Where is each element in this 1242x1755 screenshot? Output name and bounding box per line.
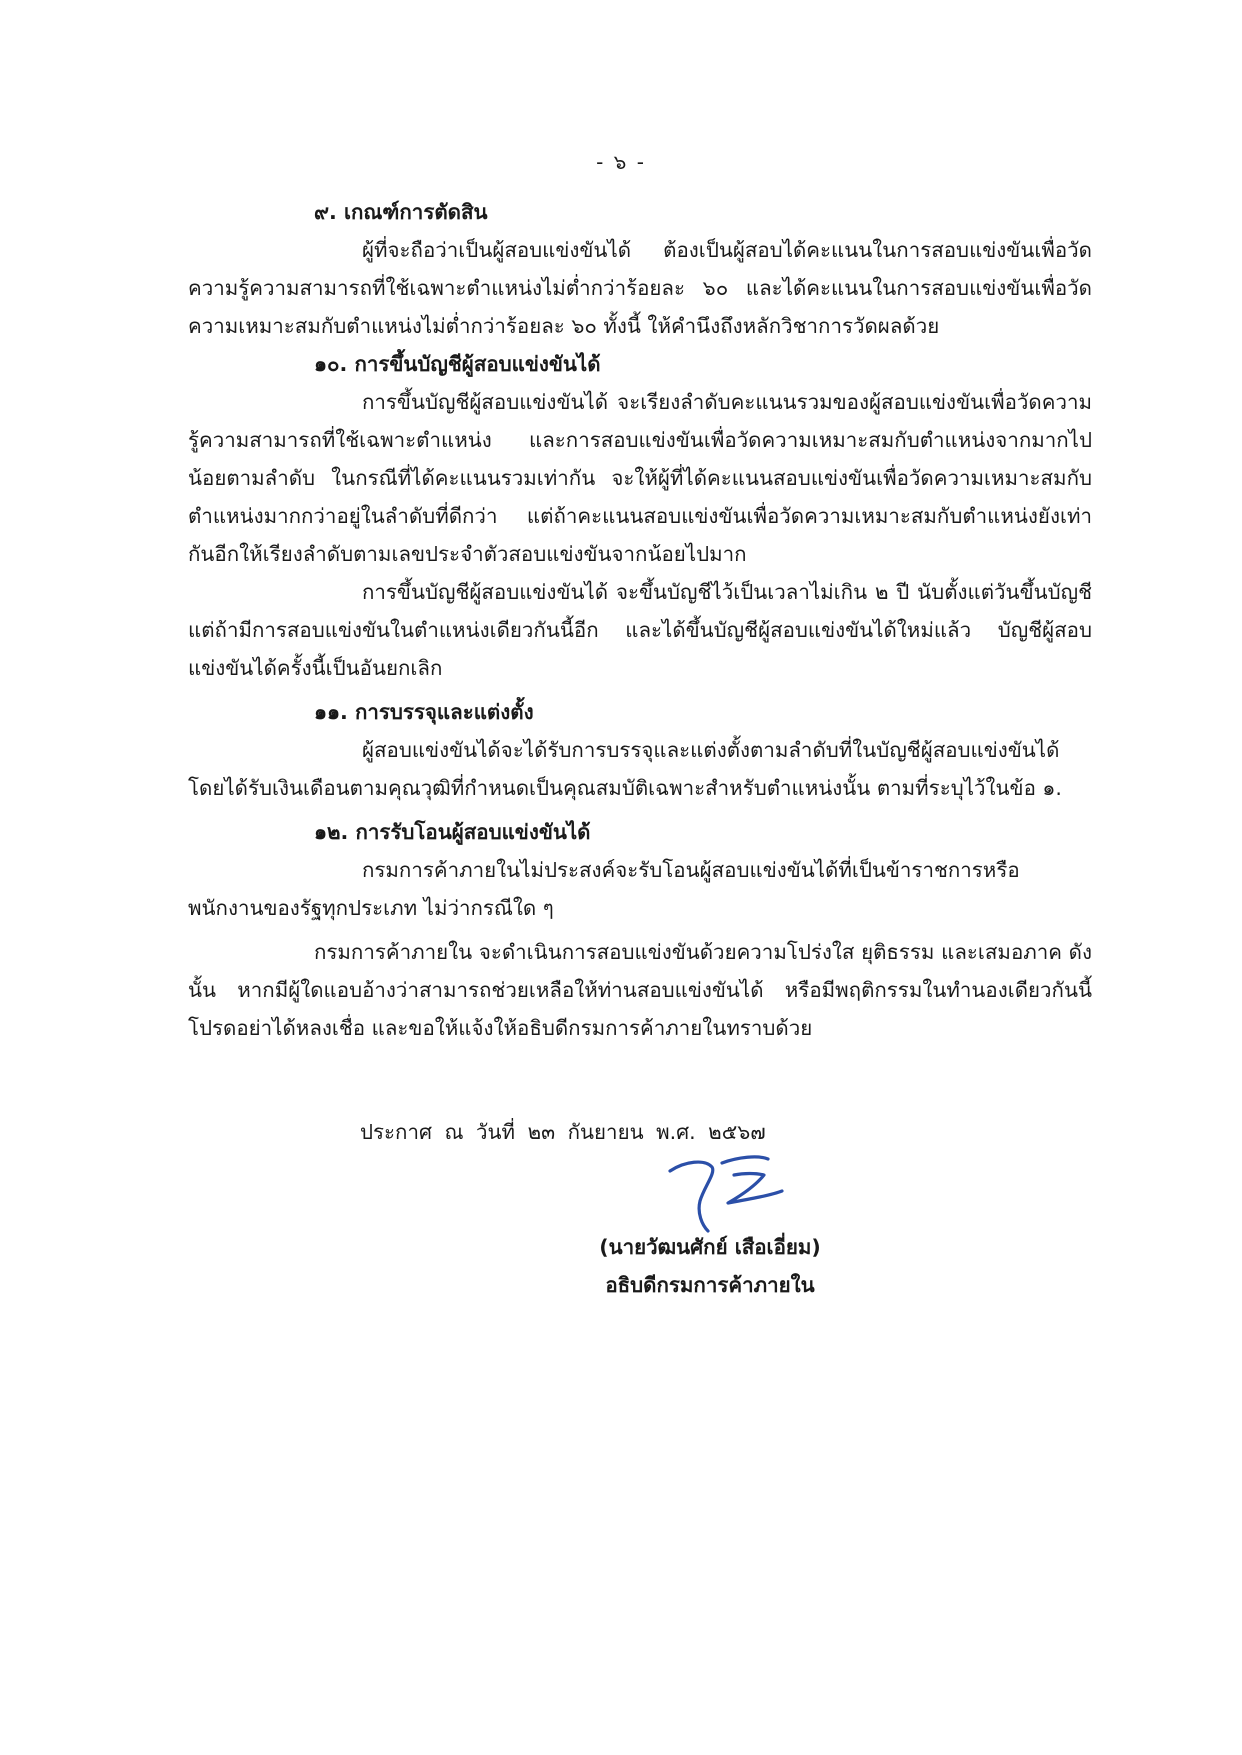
section-10-paragraph-1: การขึ้นบัญชีผู้สอบแข่งขันได้ จะเรียงลำดับคะแนนรวมของผู้สอบแข่งขันเพื่อวัดความรู้ความสามารถที่ใช้เฉพาะตำแหน่ง และการสอบแข่งขันเพื่อวัดความเหมาะสมกับตำแหน่งจากมากไปน้อยตามลำดับ ในกรณีที่ได้คะแนนรวมเท่ากัน จะให้ผู้ที่ได้คะแนนสอบแข่งขันเพื่อวัดความเหมาะสมกับตำแหน่งมากกว่าอยู่ในลำดับที่ดีกว่า แต่ถ้าคะแนนสอบแข่งขันเพื่อวัดความเหมาะสมกับตำแหน่งยังเท่ากันอีกให้เรียงลำดับตามเลขประจำตัวสอบแข่งขันจากน้อยไปมาก bbox=[188, 390, 1092, 566]
page-number: - ๖ - bbox=[596, 150, 646, 174]
section-12-heading: ๑๒. การรับโอนผู้สอบแข่งขันได้ bbox=[314, 820, 591, 844]
signer-block bbox=[560, 1228, 860, 1304]
signer-name: (นายวัฒนศักย์ เสือเอี่ยม) bbox=[599, 1235, 821, 1259]
document-body bbox=[188, 193, 1092, 1047]
section-11-paragraph: ผู้สอบแข่งขันได้จะได้รับการบรรจุและแต่งตั้งตามลำดับที่ในบัญชีผู้สอบแข่งขันได้โดยได้รับเงินเดือนตามคุณวุฒิที่กำหนดเป็นคุณสมบัติเฉพาะสำหรับตำแหน่งนั้น ตามที่ระบุไว้ในข้อ ๑. bbox=[188, 738, 1062, 800]
signer-title: อธิบดีกรมการค้าภายใน bbox=[605, 1273, 815, 1297]
section-12-paragraph: กรมการค้าภายในไม่ประสงค์จะรับโอนผู้สอบแข่งขันได้ที่เป็นข้าราชการหรือพนักงานของรัฐทุกประเภท ไม่ว่ากรณีใด ๆ bbox=[188, 858, 1020, 920]
announcement-date: ประกาศ ณ วันที่ ๒๓ กันยายน พ.ศ. ๒๕๖๗ bbox=[360, 1120, 766, 1144]
section-10-heading: ๑๐. การขึ้นบัญชีผู้สอบแข่งขันได้ bbox=[314, 352, 601, 376]
section-9-paragraph: ผู้ที่จะถือว่าเป็นผู้สอบแข่งขันได้ ต้องเป็นผู้สอบได้คะแนนในการสอบแข่งขันเพื่อวัดความรู้ความสามารถที่ใช้เฉพาะตำแหน่งไม่ต่ำกว่าร้อยละ ๖๐ และได้คะแนนในการสอบแข่งขันเพื่อวัดความเหมาะสมกับตำแหน่งไม่ต่ำกว่าร้อยละ ๖๐ ทั้งนี้ ให้คำนึงถึงหลักวิชาการวัดผลด้วย bbox=[188, 238, 1092, 338]
section-10-paragraph-2: การขึ้นบัญชีผู้สอบแข่งขันได้ จะขึ้นบัญชีไว้เป็นเวลาไม่เกิน ๒ ปี นับตั้งแต่วันขึ้นบัญชีแต่ถ้ามีการสอบแข่งขันในตำแหน่งเดียวกันนี้อีก และได้ขึ้นบัญชีผู้สอบแข่งขันได้ใหม่แล้ว บัญชีผู้สอบแข่งขันได้ครั้งนี้เป็นอันยกเลิก bbox=[188, 580, 1092, 680]
signature-mark bbox=[660, 1143, 790, 1233]
section-11-heading: ๑๑. การบรรจุและแต่งตั้ง bbox=[314, 700, 534, 724]
section-9-heading: ๙. เกณฑ์การตัดสิน bbox=[314, 200, 488, 224]
closing-paragraph: กรมการค้าภายใน จะดำเนินการสอบแข่งขันด้วยความโปร่งใส ยุติธรรม และเสมอภาค ดังนั้น หากมีผู้ใดแอบอ้างว่าสามารถช่วยเหลือให้ท่านสอบแข่งขันได้ หรือมีพฤติกรรมในทำนองเดียวกันนี้ โปรดอย่าได้หลงเชื่อ และขอให้แจ้งให้อธิบดีกรมการค้าภายในทราบด้วย bbox=[188, 940, 1092, 1040]
